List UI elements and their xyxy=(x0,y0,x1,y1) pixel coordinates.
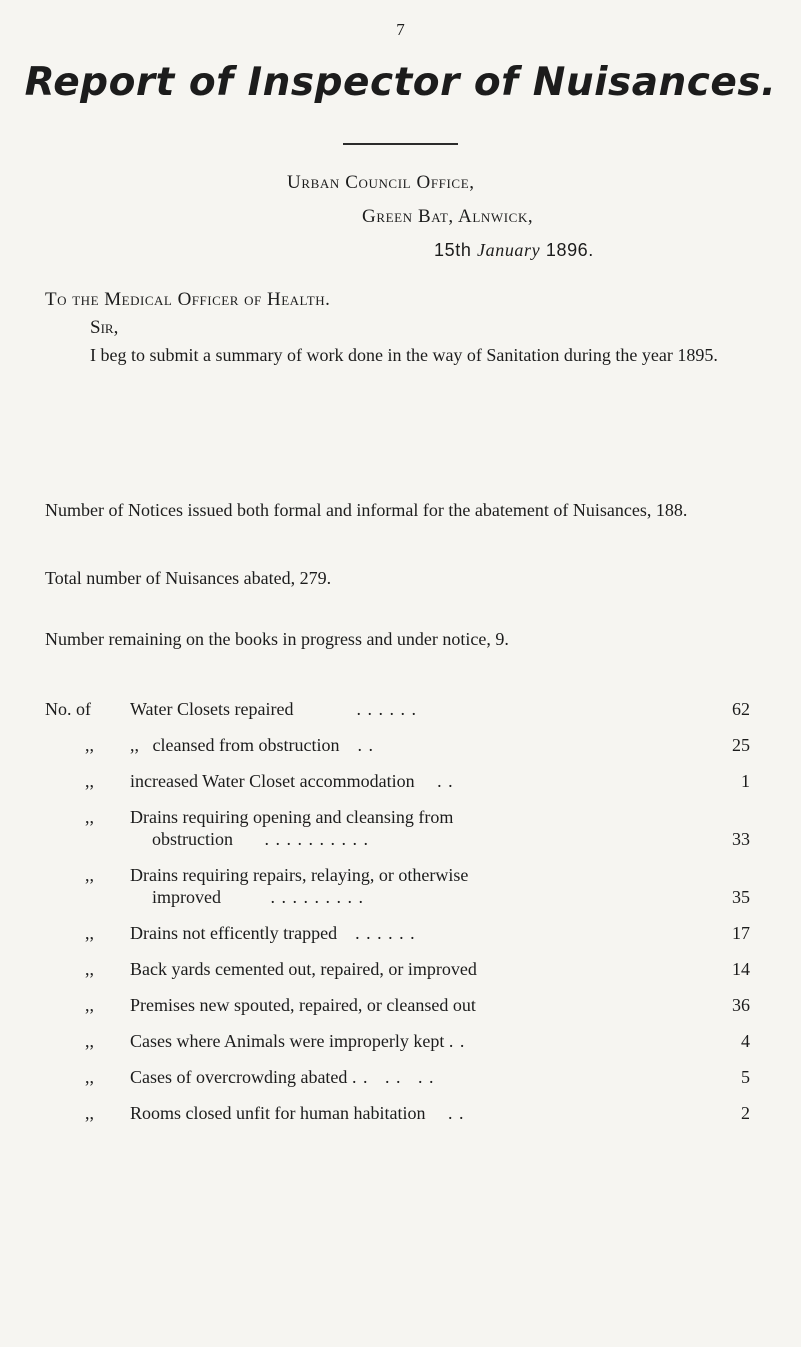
item-label: Premises new spouted, repaired, or cleansed out xyxy=(130,995,476,1015)
date-month: January xyxy=(477,240,541,260)
address-date xyxy=(434,240,594,261)
list-item xyxy=(45,994,750,1030)
item-label: Drains requiring opening and cleansing from obstruction . . . . . . . . . . xyxy=(130,807,454,849)
item-count: 17 xyxy=(732,923,750,943)
address-line-2: Green Bat, Alnwick, xyxy=(362,206,534,227)
remaining-paragraph: Number remaining on the books in progress and under notice, 9. xyxy=(45,629,509,649)
ditto-mark: ,, xyxy=(85,959,94,979)
ditto-mark: ,, xyxy=(85,1067,94,1087)
list-prefix: No. of xyxy=(45,699,91,719)
leader-dots: . . . . . . xyxy=(356,699,417,719)
item-label: Back yards cemented out, repaired, or improved xyxy=(130,959,477,979)
ditto-mark: ,, xyxy=(85,771,94,791)
leader-dots: . . xyxy=(357,735,374,755)
date-day: 15th xyxy=(434,240,472,260)
item-label: Water Closets repaired . . . . . . xyxy=(130,699,417,719)
notices-text: Number of Notices issued both formal and informal for the abatement of Nuisances, 188. xyxy=(45,500,688,520)
item-count: 1 xyxy=(741,771,750,791)
date-year: 1896. xyxy=(545,240,594,260)
item-count: 25 xyxy=(732,735,750,755)
intro-paragraph: I beg to submit a summary of work done in the way of Sanitation during the year 1895. xyxy=(90,345,718,365)
item-label: ,, cleansed from obstruction . . xyxy=(130,735,374,755)
item-count: 14 xyxy=(732,959,750,979)
notices-paragraph xyxy=(45,498,795,522)
list-item xyxy=(45,734,750,770)
title-rule xyxy=(343,143,458,145)
item-count: 33 xyxy=(732,829,750,849)
list-item xyxy=(45,922,750,958)
ditto-mark: ,, xyxy=(85,807,94,827)
leader-dots: . . . . . . xyxy=(351,1067,435,1087)
list-item xyxy=(45,1066,750,1102)
item-count: 35 xyxy=(732,887,750,907)
item-count: 36 xyxy=(732,995,750,1015)
leader-dots: . . xyxy=(448,1031,466,1051)
item-label: Drains requiring repairs, relaying, or otherwise improved . . . . . . . . . xyxy=(130,865,469,907)
leader-dots: . . . . . . xyxy=(355,923,416,943)
nuisance-list xyxy=(45,698,750,1138)
item-count: 62 xyxy=(732,699,750,719)
ditto-mark: ,, xyxy=(85,735,94,755)
salutation-sir: Sir, xyxy=(90,317,119,338)
item-count: 2 xyxy=(741,1103,750,1123)
leader-dots: . . xyxy=(447,1103,465,1123)
ditto-mark: ,, xyxy=(85,865,94,885)
address-line-1: Urban Council Office, xyxy=(287,172,475,193)
ditto-mark: ,, xyxy=(85,923,94,943)
list-item xyxy=(45,806,750,864)
item-label: Rooms closed unfit for human habitation . . xyxy=(130,1103,465,1123)
list-item xyxy=(45,698,750,734)
ditto-mark: ,, xyxy=(85,1103,94,1123)
item-label: Cases of overcrowding abated . . . . . . xyxy=(130,1067,435,1087)
total-paragraph: Total number of Nuisances abated, 279. xyxy=(45,568,332,588)
page-title: Report of Inspector of Nuisances. xyxy=(24,60,777,105)
ditto-mark: ,, xyxy=(85,1031,94,1051)
item-label: Cases where Animals were improperly kept . . xyxy=(130,1031,466,1051)
page-number: 7 xyxy=(396,20,405,39)
item-count: 5 xyxy=(741,1067,750,1087)
item-label: Drains not efficently trapped . . . . . . xyxy=(130,923,416,943)
leader-dots: . . . . . . . . . . xyxy=(264,829,369,849)
salutation-to: To the Medical Officer of Health. xyxy=(45,289,331,310)
item-count: 4 xyxy=(741,1031,750,1051)
list-item xyxy=(45,958,750,994)
leader-dots: . . . . . . . . . xyxy=(270,887,364,907)
ditto-mark: ,, xyxy=(85,995,94,1015)
leader-dots: . . xyxy=(437,771,454,791)
list-item xyxy=(45,1102,750,1138)
list-item xyxy=(45,1030,750,1066)
item-label: increased Water Closet accommodation . . xyxy=(130,771,454,791)
list-item xyxy=(45,864,750,922)
list-item xyxy=(45,770,750,806)
